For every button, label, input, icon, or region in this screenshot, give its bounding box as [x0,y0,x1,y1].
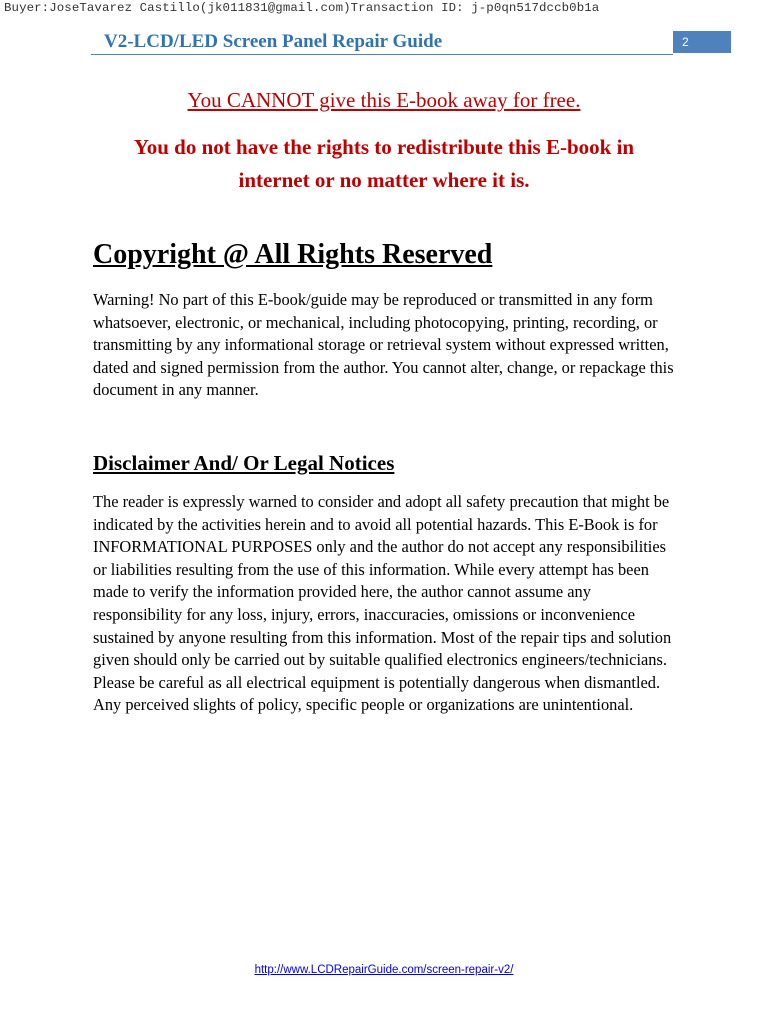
footer-website-link[interactable] [0,964,768,976]
buyer-watermark-line: Buyer:JoseTavarez Castillo(jk011831@gmail.com)Transaction ID: j-p0qn517dccb0b1a [4,1,600,15]
header-divider [91,54,673,55]
running-header-title: V2-LCD/LED Screen Panel Repair Guide [104,31,443,52]
footer-link-text[interactable]: http://www.LCDRepairGuide.com/screen-repair-v2/ [254,964,514,976]
copyright-heading: Copyright @ All Rights Reserved [93,239,493,270]
copyright-paragraph: Warning! No part of this E-book/guide may be reproduced or transmitted in any form whatsoever, electronic, or mechanical, including photocopying, printing, recording, or transmitting by any informational storage or retrieval system without expressed written, dated and signed permission from the author. You cannot alter, change, or repackage this document in any manner. [93,290,674,400]
page-number-badge: 2 [673,31,731,53]
disclaimer-heading: Disclaimer And/ Or Legal Notices [93,451,395,475]
redistribution-rights-notice: You do not have the rights to redistribute this E-book in internet or no matter where it is. [133,135,635,192]
disclaimer-paragraph: The reader is expressly warned to consider and adopt all safety precaution that might be indicated by the activities herein and to avoid all potential hazards. This E-Book is for INFORMATIONAL PURPOSES only and the author do not accept any responsibilities or liabilities resulting from the use of this information. While every attempt has been made to verify the information provided here, the author cannot assume any responsibility for any loss, injury, errors, inaccuracies, omissions or inconvenience sustained by anyone resulting from this information. Most of the repair tips and solution given should only be carried out by suitable qualified electronics engineers/technicians. Please be careful as all electrical equipment is potentially dangerous when dismantled. Any perceived slights of policy, specific people or organizations are unintentional. [93,492,672,715]
free-distribution-notice: You CANNOT give this E-book away for free. [187,88,581,112]
